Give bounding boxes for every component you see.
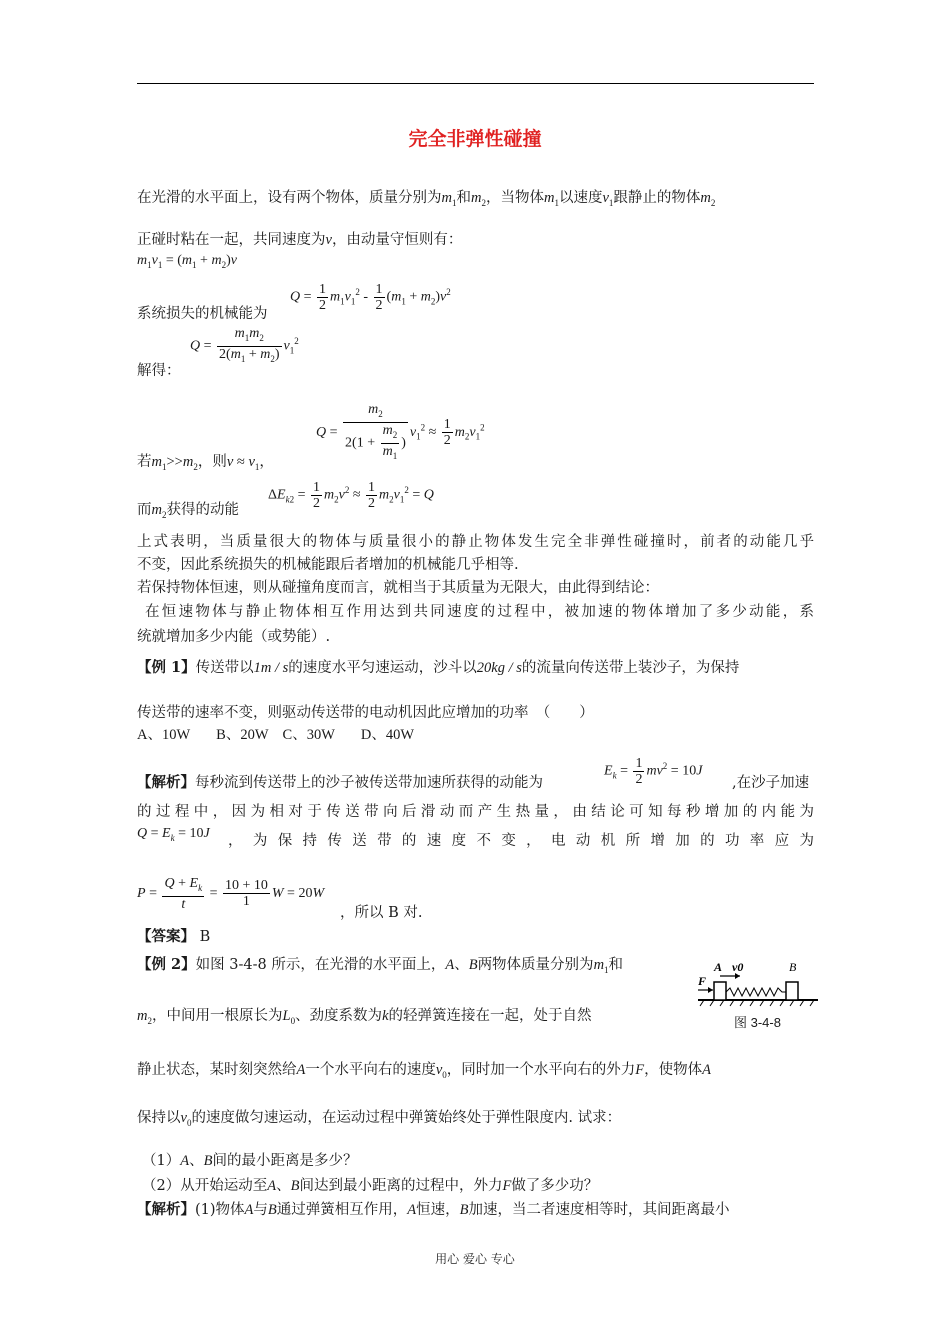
label-a: A [714,960,723,974]
page-title: 完全非弹性碰撞 [408,128,542,150]
spring-figure [694,956,822,1008]
example-1-line-2: 传送带的速率不变，则驱动传送带的电动机因此应增加的功率 （ ） [137,705,594,721]
conclusion-line-5: 统就增加多少内能（或势能）. [137,629,331,645]
question-1: （1）A、B间的最小距离是多少？ [142,1153,358,1169]
page-footer: 用心 爱心 专心 [435,1252,515,1266]
solution-1-line-1: 【解析】每秒流到传送带上的沙子被传送带加速所获得的动能为 [137,774,543,791]
gain-label-line: 而$m_2$获得的动能 [137,502,239,520]
power-equation: P = $\frac{Q + E_k}{t}$ = $\frac{10 + 10}{1}$ W = 20W [137,876,325,912]
example-2-line-2: $m_2$，中间用一根原长为$L_0$、劲度系数为k的轻弹簧连接在一起，处于自然 [137,1008,592,1026]
conclusion-line-2: 不变，因此系统损失的机械能跟后者增加的机械能几乎相等. [137,557,519,573]
conclusion-line-3: 若保持物体恒速，则从碰撞角度而言，就相当于其质量为无限大，由此得到结论： [137,580,659,596]
sand-kinetic-equation: $E_k$ = $\frac{1}{2}$ $mv^2 = 10J$ [604,756,703,787]
label-v0: v0 [732,960,744,974]
solution-1-line-2: 的过程中，因为相对于传送带向后滑动而产生热量，由结论可知每秒增加的内能为 [137,804,814,820]
heat-equation: $Q = E_k = 10J$ [137,826,210,843]
example-2-line-3: 静止状态，某时刻突然给A一个水平向右的速度$v_0$，同时加一个水平向右的外力F，使物体A [137,1062,712,1080]
intro-line-1: 在光滑的水平面上，设有两个物体，质量分别为$m_1$和$m_2$，当物体$m_1$以速度$v_1$跟静止的物体$m_2$ [137,190,716,208]
energy-loss-equation: Q = $\frac{1}{2}$ $m_1v_1^2$ - $\frac{1}{2}$ $(m_1 + m_2)v^2$ [290,282,451,313]
approx-equation: Q = $m_2$ 2(1 + $\frac{m_2}{m_1}$ ) $v_1^2$ ≈ $\frac{1}{2}$ $m_2v_1^2$ [316,402,485,461]
loss-label: 系统损失的机械能为 [137,306,268,322]
question-2: （2）从开始运动至A、B间达到最小距离的过程中，外力F做了多少功？ [142,1178,599,1194]
example-1-options: A、10W B、20W C、30W D、40W [137,727,415,743]
spring [726,988,786,996]
conclusion-line-1: 上式表明，当质量很大的物体与质量很小的静止物体发生完全非弹性碰撞时，前者的动能几乎 [137,534,814,550]
label-f: F [698,974,707,988]
conclusion-line-4: 在恒速物体与静止物体相互作用达到共同速度的过程中，被加速的物体增加了多少动能，系 [145,604,814,620]
figure-caption: 图 3-4-8 [734,1015,781,1030]
example-2-line-1: 【例 2】如图 3-4-8 所示，在光滑的水平面上，A、B两物体质量分别为$m_1$和 [137,956,624,975]
example-2-line-4: 保持以$v_0$的速度做匀速运动，在运动过程中弹簧始终处于弹性限度内. 试求： [137,1110,622,1128]
example-1-line-1: 【例 1】传送带以1m / s的速度水平匀速运动，沙斗以20kg / s的流量向传送带上装沙子，为保持 [137,659,740,676]
block-b [786,982,798,1000]
solution-1-line-1-tail: ,在沙子加速 [732,775,810,791]
solution-2-line-1: 【解析】(1)物体A与B通过弹簧相互作用，A恒速，B加速，当二者速度相等时，其间距离最小 [137,1201,730,1218]
intro-line-2: 正碰时粘在一起，共同速度为v，由动量守恒则有： [137,232,463,248]
label-b: B [789,960,797,974]
condition-line: 若$m_1>>m_2$，则$v \approx v_1$， [137,454,274,472]
answer-1: 【答案】 B [137,928,211,945]
solution-1-tail: ，所以 B 对. [340,905,423,921]
kinetic-gain-equation: $\Delta E_{k2}$ = $\frac{1}{2}$ $m_2v^2$ ≈ $\frac{1}{2}$ $m_2v_1^2 = Q$ [268,480,434,511]
solved-equation: Q = $\frac{m_1m_2}{2(m_1 + m_2)}$ $v_1^2$ [190,326,299,364]
block-a [714,982,726,1000]
solution-1-line-3: ，为保持传送带的速度不变，电动机所增加的功率应为 [228,833,814,849]
momentum-equation: $m_1v_1 = (m_1 + m_2)v$ [137,253,237,270]
header-rule [137,83,814,84]
solve-label: 解得： [137,363,181,379]
